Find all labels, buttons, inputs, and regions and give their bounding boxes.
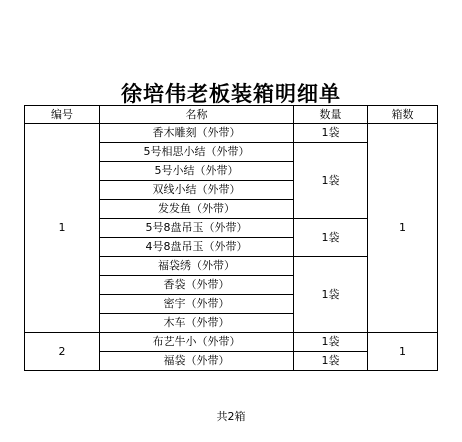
- table-header-row: [25, 106, 438, 124]
- header-quantity: 数量: [294, 106, 368, 124]
- box-count-cell: 1: [368, 333, 438, 371]
- item-name-cell: 布艺牛小（外带）: [100, 333, 294, 352]
- group-number-cell: 1: [25, 124, 100, 333]
- quantity-cell: 1袋: [294, 352, 368, 371]
- quantity-cell: 1袋: [294, 333, 368, 352]
- item-name-cell: 福袋绣（外带）: [100, 257, 294, 276]
- packing-list-table: [24, 105, 438, 371]
- header-name: 名称: [100, 106, 294, 124]
- header-number: 编号: [25, 106, 100, 124]
- group-number-cell: 2: [25, 333, 100, 371]
- item-name-cell: 5号8盘吊玉（外带）: [100, 219, 294, 238]
- quantity-cell: 1袋: [294, 257, 368, 333]
- table-row: [25, 124, 438, 143]
- item-name-cell: 5号小结（外带）: [100, 162, 294, 181]
- item-name-cell: 香木雕刻（外带）: [100, 124, 294, 143]
- item-name-cell: 木车（外带）: [100, 314, 294, 333]
- total-boxes-note: 共2箱: [216, 410, 246, 423]
- quantity-cell: 1袋: [294, 143, 368, 219]
- quantity-cell: 1袋: [294, 219, 368, 257]
- item-name-cell: 4号8盘吊玉（外带）: [100, 238, 294, 257]
- item-name-cell: 香袋（外带）: [100, 276, 294, 295]
- item-name-cell: 发发鱼（外带）: [100, 200, 294, 219]
- item-name-cell: 福袋（外带）: [100, 352, 294, 371]
- box-count-cell: 1: [368, 124, 438, 333]
- quantity-cell: 1袋: [294, 124, 368, 143]
- item-name-cell: 双线小结（外带）: [100, 181, 294, 200]
- header-boxes: 箱数: [368, 106, 438, 124]
- item-name-cell: 密宇（外带）: [100, 295, 294, 314]
- item-name-cell: 5号相思小结（外带）: [100, 143, 294, 162]
- table-row: [25, 333, 438, 352]
- page-title: 徐培伟老板装箱明细单: [121, 81, 341, 106]
